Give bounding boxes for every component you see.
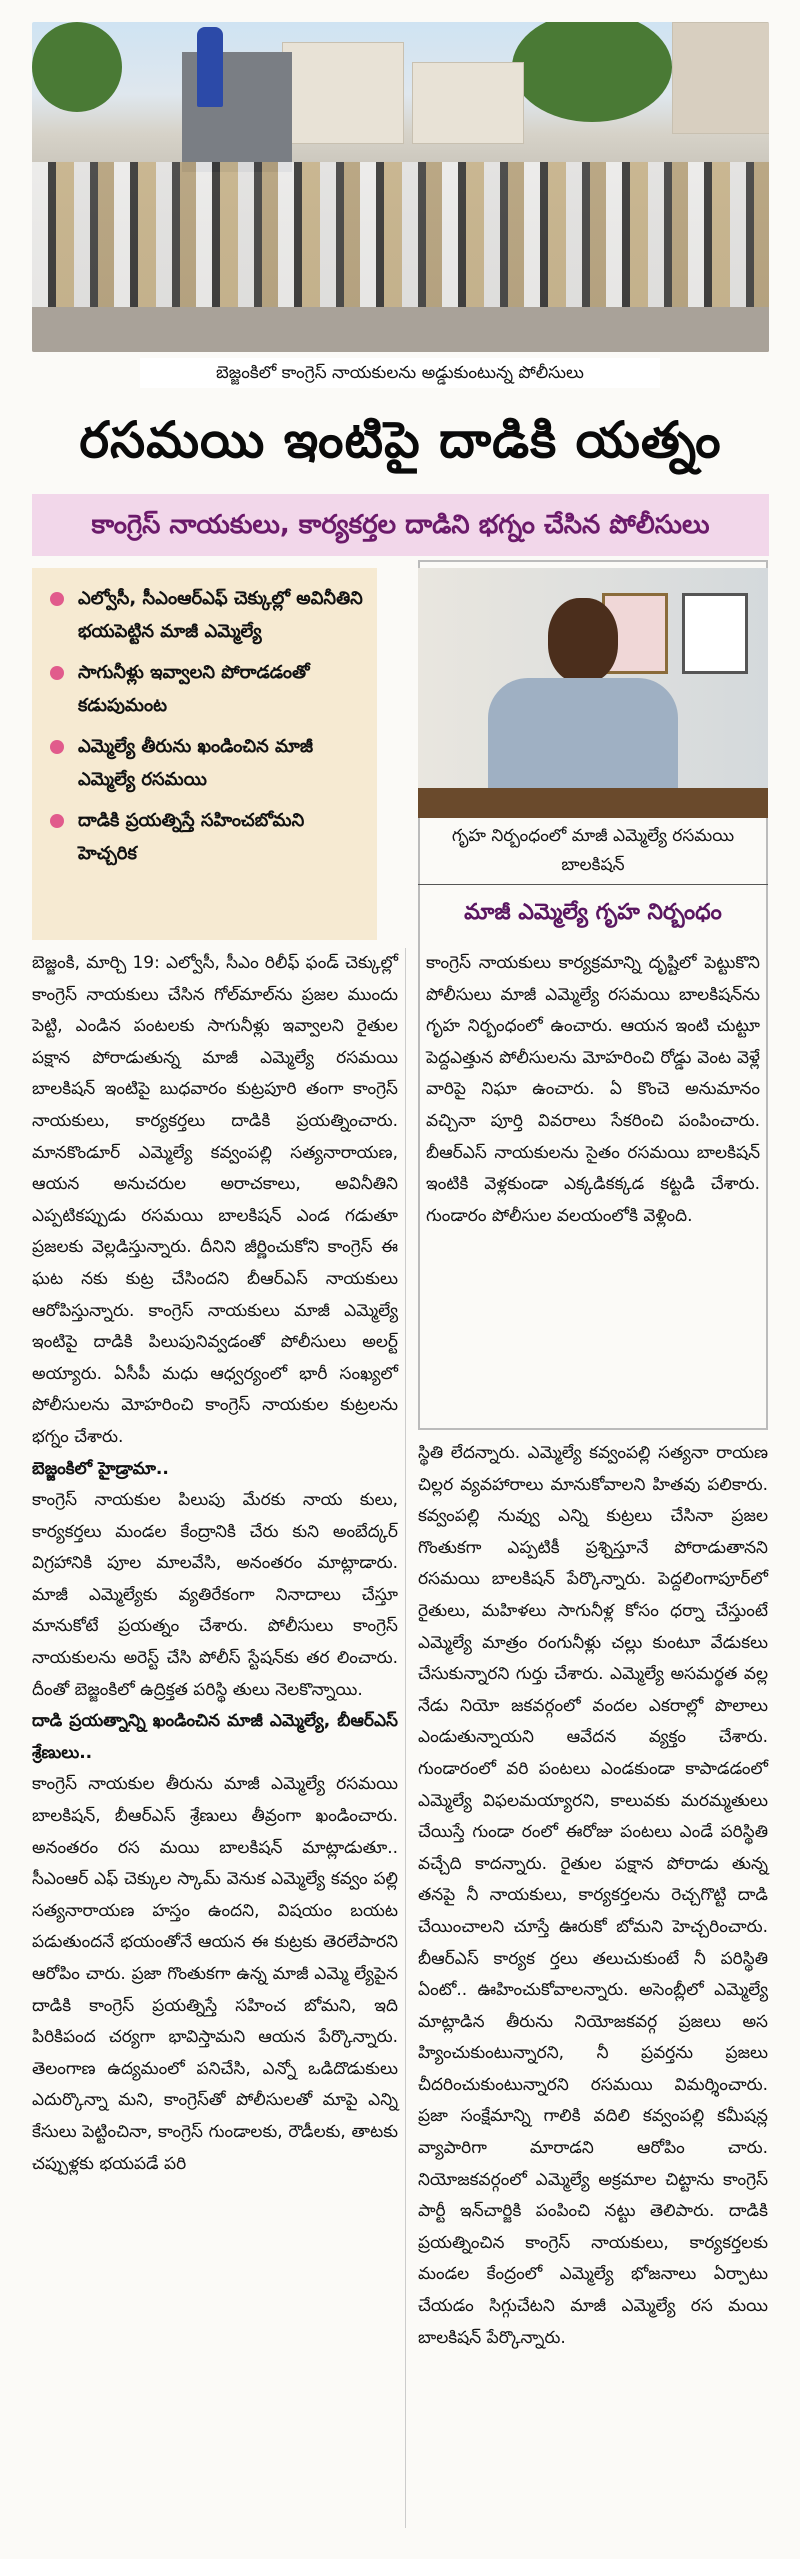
box-heading: మాజీ ఎమ్మెల్యే గృహ నిర్బంధం <box>464 900 722 925</box>
highlight-item: దాడికి ప్రయత్నిస్తే సహించబోమని హెచ్చరిక <box>46 804 367 870</box>
article-column-2 <box>418 1438 774 2354</box>
box-paragraph: కాంగ్రెస్ నాయకులు కార్యక్రమాన్ని దృష్టిలో పెట్టుకొని పోలీసులు మాజీ ఎమ్మెల్యే రసమయి బాలకిషన్‌ను గృహ నిర్బంధంలో ఉంచారు. ఆయన ఇంటి చుట్టూ పెద్దఎత్తున పోలీసులను మోహరించి రోడ్డు వెంట వెళ్లే వారిపై నిఘా ఉంచారు. ఏ కొంచె అనుమానం వచ్చినా పూర్తి వివరాలు సేకరించి పంపించారు. బీఆర్ఎస్ నాయకులను సైతం రసమయి బాలకిషన్ ఇంటికి వెళ్లకుండా ఎక్కడికక్కడ కట్టడి చేశారు. గుండారం పోలీసుల వలయంలోకి వెళ్లింది. <box>426 953 766 1226</box>
portrait-caption: గృహ నిర్బంధంలో మాజీ ఎమ్మెల్యే రసమయి బాలకిషన్ <box>451 826 735 875</box>
article-paragraph: కాంగ్రెస్ నాయకుల తీరును మాజీ ఎమ్మెల్యే రసమయి బాలకిషన్, బీఆర్ఎస్ శ్రేణులు తీవ్రంగా ఖండించారు. అనంతరం రస మయి బాలకిషన్ మాట్లాడుతూ.. సీఎంఆర్ ఎఫ్ చెక్కుల స్కామ్ వెనుక ఎమ్మెల్యే కవ్వం పల్లి సత్యనారాయణ హస్తం ఉందని, విషయం బయట పడుతుందనే భయంతోనే ఆయన ఈ కుట్రకు తెరలేపారని ఆరోపిం చారు. ప్రజా గొంతుకగా ఉన్న మాజీ ఎమ్మె ల్యేపైన దాడికి కాంగ్రెస్ ప్రయత్నిస్తే సహించ బోమని, ఇది పిరికిపంద చర్యగా భావిస్తామని ఆయన పేర్కొన్నారు. తెలంగాణ ఉద్యమంలో పనిచేసి, ఎన్నో ఒడిదొడుకులు ఎదుర్కొన్నా మని, కాంగ్రెస్‌తో పోలీసులతో మాపై ఎన్ని కేసులు పెట్టించినా, కాంగ్రెస్ గుండాలకు, రౌడీలకు, తాటకు చప్పుళ్లకు భయపడే పరి <box>32 1774 404 2174</box>
divider <box>418 884 768 885</box>
protest-photo <box>32 22 769 352</box>
subheadline: కాంగ్రెస్ నాయకులు, కార్యకర్తల దాడిని భగ్నం చేసిన పోలీసులు <box>32 494 769 556</box>
photo-caption: బెజ్జంకిలో కాంగ్రెస్ నాయకులను అడ్డుకుంటున్న పోలీసులు <box>140 358 660 388</box>
highlight-item: ఎల్వోసీ, సీఎంఆర్ఎఫ్ చెక్కుల్లో అవినీతిని భయపెట్టిన మాజీ ఎమ్మెల్యే <box>46 582 367 648</box>
column-divider <box>405 948 406 2528</box>
bullet-icon <box>50 592 64 606</box>
portrait-photo <box>418 568 768 818</box>
bullet-icon <box>50 740 64 754</box>
highlight-item: సాగునీళ్లు ఇవ్వాలని పోరాడడంతో కడుపుమంట <box>46 656 367 722</box>
article-paragraph: కాంగ్రెస్ నాయకుల పిలుపు మేరకు నాయ కులు, కార్యకర్తలు మండల కేంద్రానికి చేరు కుని అంబేద్కర్ విగ్రహానికి పూల మాలవేసి, అనంతరం మాట్లాడారు. మాజీ ఎమ్మెల్యేకు వ్యతిరేకంగా నినాదాలు చేస్తూ మానుకోటే ప్రయత్నం చేశారు. పోలీసులు కాంగ్రెస్ నాయకులను అరెస్ట్ చేసి పోలీస్ స్టేషన్‌కు తర లించారు. దీంతో బెజ్జంకిలో ఉద్రిక్తత పరిస్థి తులు నెలకొన్నాయి. <box>32 1490 404 1700</box>
highlights-box <box>32 568 377 940</box>
article-paragraph: స్థితి లేదన్నారు. ఎమ్మెల్యే కవ్వంపల్లి సత్యనా రాయణ చిల్లర వ్యవహారాలు మానుకోవాలని హితవు పలికారు. కవ్వంపల్లి నువ్వు ఎన్ని కుట్రలు చేసినా ప్రజల గొంతుకగా ఎప్పటికీ ప్రశ్నిస్తూనే పోరాడుతానని రసమయి బాలకిషన్ పేర్కొన్నారు. పెద్దలింగాపూర్‌లో రైతులు, మహిళలు సాగునీళ్ల కోసం ధర్నా చేస్తుంటే ఎమ్మెల్యే మాత్రం రంగునీళ్లు చల్లు కుంటూ వేడుకలు చేసుకున్నారని గుర్తు చేశారు. ఎమ్మెల్యే అసమర్థత వల్ల నేడు నియో జకవర్గంలో వందల ఎకరాల్లో పొలాలు ఎండుతున్నాయని ఆవేదన వ్యక్తం చేశారు. గుండారంలో వరి పంటలు ఎండకుండా కాపాడడంలో ఎమ్మెల్యే విఫలమయ్యారని, కాలువకు మరమ్మతులు చేయిస్తే గుండా రంలో ఈరోజు పంటలు ఎండే పరిస్థితి వచ్చేది కాదన్నారు. రైతుల పక్షాన పోరాడు తున్న తనపై నీ నాయకులు, కార్యకర్తలను రెచ్చగొట్టి దాడి చేయించాలని చూస్తే ఊరుకో బోమని హెచ్చరించారు. బీఆర్ఎస్ కార్యక ర్తలు తలుచుకుంటే నీ పరిస్థితి ఏంటో.. ఊహించుకోవాలన్నారు. అసెంబ్లీలో ఎమ్మెల్యే మాట్లాడిన తీరును నియోజకవర్గ ప్రజలు అస హ్యించుకుంటున్నారని, నీ ప్రవర్తను ప్రజలు చీదరించుకుంటున్నారని రసమయి విమర్శించారు. ప్రజా సంక్షేమాన్ని గాలికి వదిలి కవ్వంపల్లి కమీషన్ల వ్యాపారిగా మారాడని ఆరోపిం చారు. నియోజకవర్గంలో ఎమ్మెల్యే అక్రమాల చిట్టాను కాంగ్రెస్ పార్టీ ఇన్‌చార్జికి పంపించి నట్టు తెలిపారు. దాడికి ప్రయత్నించిన కాంగ్రెస్ నాయకులు, కార్యకర్తలకు మండల కేంద్రంలో ఎమ్మెల్యే భోజనాలు ఏర్పాటు చేయడం సిగ్గుచేటని మాజీ ఎమ్మెల్యే రస మయి బాలకిషన్ పేర్కొన్నారు. <box>418 1443 774 2348</box>
headline: రసమయి ఇంటిపై దాడికి యత్నం <box>79 410 722 469</box>
box-body <box>418 948 768 1232</box>
article-subtitle: బెజ్జంకిలో హైడ్రామా.. <box>32 1458 169 1479</box>
bullet-icon <box>50 814 64 828</box>
article-subtitle: దాడి ప్రయత్నాన్ని ఖండించిన మాజీ ఎమ్మెల్యే, బీఆర్ఎస్ శ్రేణులు.. <box>32 1711 404 1763</box>
article-paragraph: బెజ్జంకి, మార్చి 19: ఎల్వోసీ, సీఎం రిలీఫ్ ఫండ్ చెక్కుల్లో కాంగ్రెస్ నాయకులు చేసిన గోల్‌మాల్‌ను ప్రజల ముందు పెట్టి, ఎండిన పంటలకు సాగునీళ్లు ఇవ్వాలని రైతుల పక్షాన పోరాడుతున్న మాజీ ఎమ్మెల్యే రసమయి బాలకిషన్ ఇంటిపై బుధవారం కుట్రపూరి తంగా కాంగ్రెస్ నాయకులు, కార్యకర్తలు దాడికి ప్రయత్నించారు. మానకొండూర్ ఎమ్మెల్యే కవ్వంపల్లి సత్యనారాయణ, ఆయన అనుచరుల అరాచకాలు, అవినీతిని ఎప్పటికప్పుడు రసమయి బాలకిషన్ ఎండ గడుతూ ప్రజలకు వెల్లడిస్తున్నారు. దీనిని జీర్ణించుకోని కాంగ్రెస్ ఈ ఘట నకు కుట్ర చేసిందని బీఆర్ఎస్ నాయకులు ఆరోపిస్తున్నారు. కాంగ్రెస్ నాయకులు మాజీ ఎమ్మెల్యే ఇంటిపై దాడికి పిలుపునివ్వడంతో పోలీసులు అలర్ట్ అయ్యారు. ఏసీపీ మధు ఆధ్వర్యంలో భారీ సంఖ్యలో పోలీసులను మోహరించి కాంగ్రెస్ నాయకుల కుట్రలను భగ్నం చేశారు. <box>32 953 404 1447</box>
article-column-1 <box>32 948 404 2180</box>
highlight-item: ఎమ్మెల్యే తీరును ఖండించిన మాజీ ఎమ్మెల్యే రసమయి <box>46 730 367 796</box>
bullet-icon <box>50 666 64 680</box>
